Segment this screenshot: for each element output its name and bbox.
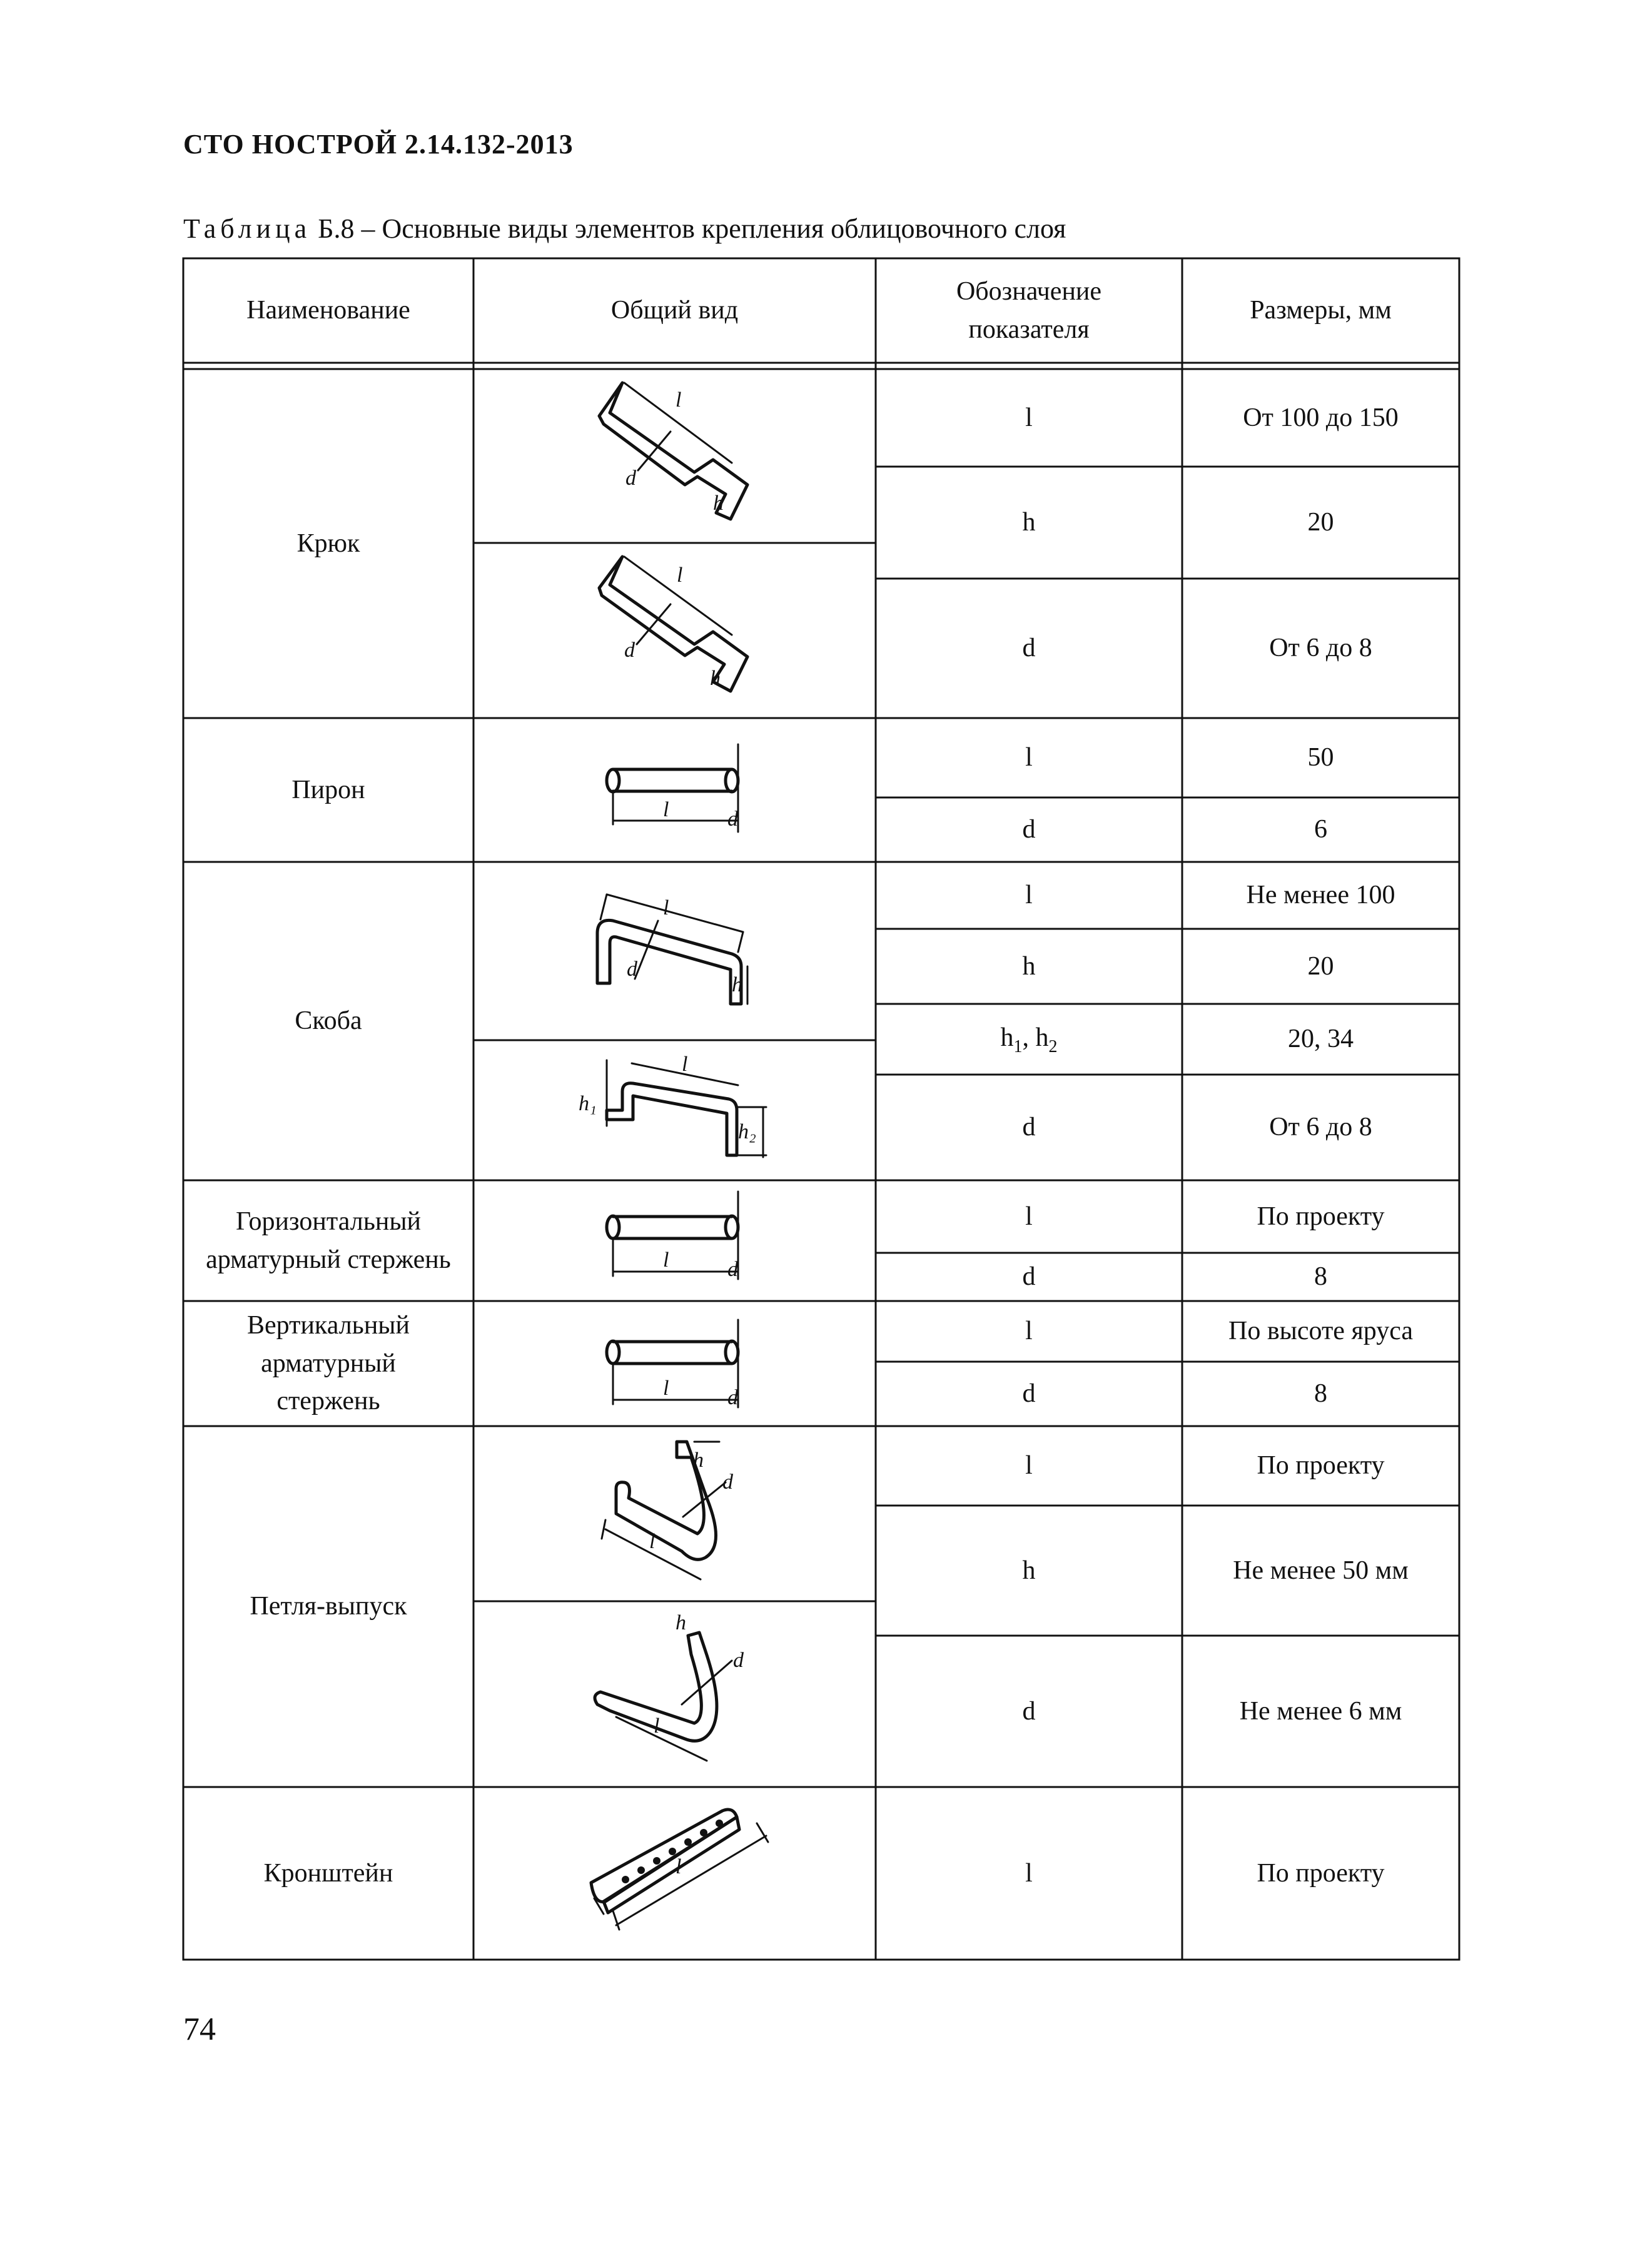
loop-diagram-1 (602, 1442, 734, 1579)
param-cell: l (1025, 403, 1033, 432)
figure-label-d: d (727, 1258, 738, 1281)
value-cell: Не менее 100 (1246, 881, 1395, 910)
figure-label-d: d (627, 958, 637, 981)
hook-diagram-1 (599, 383, 747, 519)
param-cell: l (1025, 1451, 1033, 1481)
param-cell: d (1022, 1113, 1036, 1142)
rod-diagram-vertical (607, 1320, 739, 1409)
figure-label-d: d (624, 639, 635, 662)
param-cell: l (1025, 743, 1033, 772)
figure-label-l: l (649, 1530, 656, 1553)
value-cell: По высоте яруса (1228, 1317, 1414, 1346)
value-cell: От 100 до 150 (1243, 403, 1399, 432)
figure-label-l: l (677, 564, 683, 587)
figure-label-h1: h₁ (579, 1092, 597, 1115)
param-cell: l (1025, 1858, 1033, 1888)
figure-label-d: d (733, 1649, 744, 1672)
figure-label-h2: h₂ (738, 1120, 756, 1143)
figure-label-h: h (713, 492, 724, 515)
figure-label-l: l (663, 1377, 669, 1400)
value-cell: От 6 до 8 (1269, 1113, 1372, 1142)
value-cell: 50 (1307, 743, 1334, 772)
rod-diagram-piron (607, 744, 739, 832)
figure-label-d: d (722, 1471, 733, 1494)
caption-text: Б.8 – Основные виды элементов крепления облицовочного слоя (311, 213, 1066, 244)
row-name-vertical-rod: Вертикальный арматурный стержень (247, 1310, 410, 1416)
figure-label-l: l (676, 1855, 682, 1878)
figure-label-l: l (682, 1053, 688, 1076)
param-cell-h1-h2: $h_1$, $h_2$ (1000, 1023, 1058, 1056)
param-cell: l (1025, 1202, 1033, 1231)
figure-label-h: h (693, 1449, 704, 1472)
staple-diagram-1 (597, 894, 747, 1004)
row-name-staple: Скоба (295, 1006, 362, 1036)
value-cell: От 6 до 8 (1269, 634, 1372, 663)
value-cell: По проекту (1257, 1858, 1385, 1888)
param-cell: d (1022, 1379, 1036, 1409)
figure-label-l: l (663, 798, 669, 821)
hook-diagram-2 (599, 557, 747, 691)
param-cell: h (1022, 951, 1036, 981)
row-name-horizontal-rod: Горизонтальный арматурный стержень (206, 1207, 451, 1274)
param-cell: l (1025, 881, 1033, 910)
figure-label-d: d (727, 807, 738, 831)
column-header-view: Общий вид (610, 296, 739, 325)
value-cell: 20, 34 (1288, 1025, 1354, 1054)
column-header-designation: Обозначение показателя (956, 276, 1102, 344)
figure-label-l: l (663, 1248, 669, 1272)
staple-diagram-2 (579, 1053, 766, 1157)
value-cell: 20 (1307, 951, 1334, 981)
column-header-size: Размеры, мм (1250, 296, 1392, 325)
caption-prefix: Таблица (183, 213, 311, 244)
figure-label-h: h (732, 973, 742, 996)
figure-label-h: h (676, 1611, 686, 1634)
param-cell: d (1022, 1262, 1036, 1292)
row-name-loop: Петля-выпуск (250, 1592, 407, 1621)
param-cell: h (1022, 508, 1036, 537)
param-cell: l (1025, 1317, 1033, 1346)
row-name-bracket: Кронштейн (263, 1858, 393, 1888)
value-cell: По проекту (1257, 1202, 1385, 1231)
figure-label-l: l (676, 388, 682, 412)
figure-label-h: h (710, 667, 721, 690)
rod-diagram-horizontal (607, 1192, 739, 1281)
value-cell: Не менее 50 мм (1233, 1556, 1409, 1585)
value-cell: 6 (1314, 815, 1327, 844)
figure-label-d: d (727, 1386, 738, 1409)
loop-diagram-2 (595, 1611, 744, 1761)
document-header: СТО НОСТРОЙ 2.14.132-2013 (183, 129, 574, 159)
param-cell: d (1022, 815, 1036, 844)
value-cell: 8 (1314, 1262, 1327, 1292)
param-cell: d (1022, 634, 1036, 663)
value-cell: 8 (1314, 1379, 1327, 1409)
row-name-piron: Пирон (291, 775, 365, 804)
figure-label-l: l (663, 896, 669, 919)
value-cell: Не менее 6 мм (1239, 1696, 1402, 1726)
figure-label-l: l (654, 1714, 660, 1738)
param-cell: h (1022, 1556, 1036, 1585)
bracket-diagram (591, 1810, 768, 1930)
value-cell: По проекту (1257, 1451, 1385, 1481)
column-header-name: Наименование (246, 296, 410, 325)
row-name-hook: Крюк (296, 529, 360, 558)
param-cell: d (1022, 1696, 1036, 1726)
value-cell: 20 (1307, 508, 1334, 537)
page-number: 74 (183, 2012, 216, 2047)
figure-label-d: d (625, 467, 636, 490)
